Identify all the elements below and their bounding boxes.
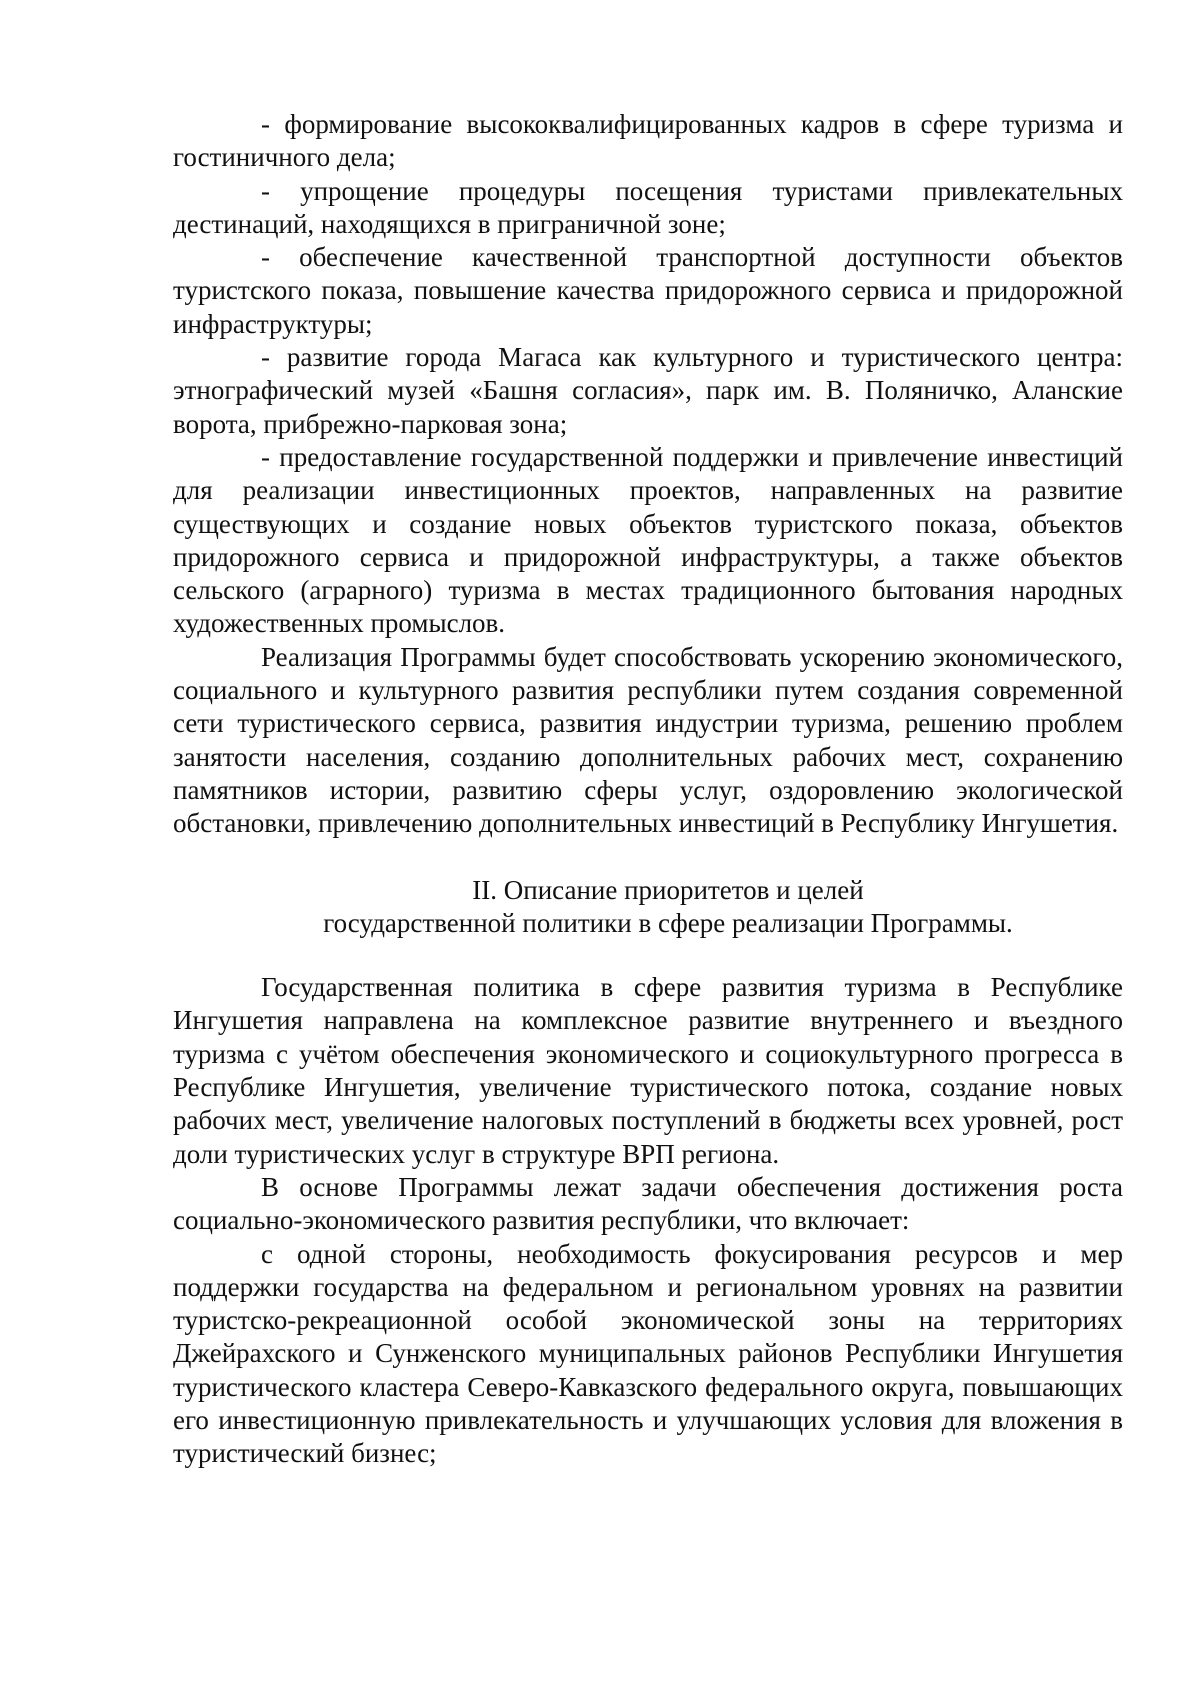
section-heading-line1: II. Описание приоритетов и целей [472, 874, 864, 905]
implementation-paragraph: Реализация Программы будет способствовать ускорению экономического, социального и культурного развития республики путем создания современной сети туристического сервиса, развития индустрии туризма, решению проблем занятости населения, созданию дополнительных рабочих мест, сохранению памятников истории, развитию сферы услуг, оздоровлению экологической обстановки, привлечению дополнительных инвестиций в Республику Ингушетия. [173, 641, 1123, 839]
bullet-paragraph: - развитие города Магаса как культурного и туристического центра: этнографический музей «Башня согласия», парк им. В. Поляничко, Аланские ворота, прибрежно-парковая зона; [173, 342, 1123, 439]
bullet-paragraph: - обеспечение качественной транспортной доступности объектов туристского показа, повышение качества придорожного сервиса и придорожной инфраструктуры; [173, 242, 1123, 339]
document-page [173, 108, 1123, 1471]
section-heading [173, 874, 1123, 941]
bullet-paragraph: - предоставление государственной поддержки и привлечение инвестиций для реализации инвестиционных проектов, направленных на развитие существующих и создание новых объектов туристского показа, объектов придорожного сервиса и придорожной инфраструктуры, а также объектов сельского (аграрного) туризма в местах традиционного бытования народных художественных промыслов. [173, 441, 1123, 639]
body-paragraph: Государственная политика в сфере развития туризма в Республике Ингушетия направлена на комплексное развитие внутреннего и въездного туризма с учётом обеспечения экономического и социокультурного прогресса в Республике Ингушетия, увеличение туристического потока, создание новых рабочих мест, увеличение налоговых поступлений в бюджеты всех уровней, рост доли туристических услуг в структуре ВРП региона. [173, 972, 1123, 1169]
bullet-paragraph: - формирование высококвалифицированных кадров в сфере туризма и гостиничного дела; [173, 109, 1123, 173]
bullet-paragraph: - упрощение процедуры посещения туристами привлекательных дестинаций, находящихся в приграничной зоне; [173, 175, 1123, 239]
body-paragraph: В основе Программы лежат задачи обеспечения достижения роста социально-экономического развития республики, что включает: [173, 1171, 1123, 1236]
body-paragraph: с одной стороны, необходимость фокусирования ресурсов и мер поддержки государства на федеральном и региональном уровнях на развитии туристско-рекреационной особой экономической зоны на территориях Джейрахского и Сунженского муниципальных районов Республики Ингушетия туристического кластера Северо-Кавказского федерального округа, повышающих его инвестиционную привлекательность и улучшающих условия для вложения в туристический бизнес; [173, 1238, 1123, 1469]
section-heading-line2: государственной политики в сфере реализации Программы. [323, 907, 1013, 938]
